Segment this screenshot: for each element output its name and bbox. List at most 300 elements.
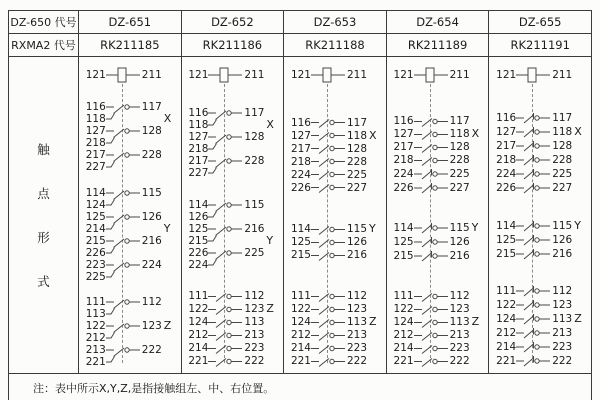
terminal-number: 212 (188, 329, 209, 342)
terminal-number: 111 (188, 290, 209, 303)
normally-open-contact-icon (414, 141, 448, 154)
group-position-mark: X (471, 127, 480, 141)
normally-open-contact-icon (311, 142, 345, 155)
diagram-cell (386, 57, 489, 374)
terminal-number: 127 (290, 129, 311, 142)
terminal-number: 113 (552, 312, 573, 325)
code-row-label: RXMA2 代号 (9, 34, 79, 57)
terminal-number: 217 (85, 149, 106, 162)
normally-open-contact-icon (208, 290, 242, 303)
normally-open-contact-icon (414, 115, 448, 128)
terminal-number: 127 (393, 128, 414, 141)
contact-group (492, 284, 588, 368)
terminal-number: 213 (552, 326, 573, 339)
normally-closed-contact-icon (516, 125, 550, 139)
contact-row (492, 125, 588, 139)
left-terminals (390, 128, 414, 141)
changeover-contact-icon (208, 223, 242, 247)
contact-row (287, 316, 383, 329)
model-header-cell: DZ-651 (79, 11, 182, 34)
coil-left-terminal (390, 62, 414, 88)
left-terminals (390, 290, 414, 303)
contact-group (492, 219, 588, 261)
code-row (9, 34, 592, 57)
normally-open-contact-icon (311, 155, 345, 168)
left-terminals (184, 107, 208, 131)
contact-row (492, 284, 588, 298)
terminal-number: 217 (393, 141, 414, 154)
terminal-number: 215 (393, 250, 414, 263)
contact-diagram-dz-651 (82, 62, 178, 368)
terminal-number: 225 (244, 246, 265, 259)
terminal-number: 226 (188, 246, 209, 259)
normally-closed-contact-icon (516, 284, 550, 298)
terminal-number: 217 (496, 140, 517, 153)
left-terminals (287, 236, 311, 249)
terminal-number: 218 (496, 154, 517, 167)
terminal-number: 218 (85, 137, 106, 150)
normally-open-contact-icon (311, 168, 345, 181)
normally-closed-contact-icon (516, 139, 550, 153)
terminal-number: 118 (346, 129, 368, 142)
terminal-number: 111 (393, 290, 414, 303)
left-terminals (287, 342, 311, 355)
terminal-number: 123 (449, 303, 470, 316)
terminal-number: 211 (346, 69, 368, 81)
coil-icon (414, 67, 448, 83)
left-terminals (390, 167, 414, 181)
contact-group (390, 221, 486, 263)
left-terminals (287, 316, 311, 329)
terminal-number: 126 (188, 210, 209, 223)
coil-icon (106, 67, 140, 83)
contact-group (184, 107, 280, 179)
left-terminals (184, 290, 208, 303)
terminal-number: 115 (346, 223, 368, 236)
left-terminals (287, 355, 311, 368)
left-terminals (492, 233, 516, 247)
contact-row (492, 326, 588, 340)
terminal-number: 223 (552, 340, 573, 353)
contact-row (390, 181, 486, 195)
normally-closed-contact-icon (516, 167, 550, 181)
terminal-number: 126 (141, 210, 162, 223)
normally-open-contact-icon (311, 342, 345, 355)
left-terminals (184, 199, 208, 223)
normally-open-contact-icon (414, 290, 448, 303)
terminal-number: 117 (141, 101, 162, 114)
contact-row (390, 115, 486, 128)
left-terminals (184, 316, 208, 329)
contact-row (492, 139, 588, 153)
contact-row (287, 142, 383, 155)
terminal-number: 211 (449, 69, 470, 81)
terminal-number: 116 (85, 101, 106, 114)
footnote: 注：表中所示X,Y,Z,是指接触组左、中、右位置。 (9, 374, 592, 400)
terminal-number: 127 (85, 125, 106, 138)
vertical-label-char: 触 (37, 142, 50, 157)
contact-group (184, 199, 280, 271)
contact-row (390, 342, 486, 355)
contact-row (287, 342, 383, 355)
terminal-number: 121 (496, 69, 517, 81)
left-terminals (184, 355, 208, 368)
normally-open-contact-icon (311, 290, 345, 303)
model-header-cell: DZ-654 (386, 11, 489, 34)
terminal-number: 214 (85, 222, 106, 235)
contact-row (390, 290, 486, 303)
normally-closed-contact-icon (516, 219, 550, 233)
left-terminals (287, 329, 311, 342)
left-terminals (390, 221, 414, 235)
terminal-number: 225 (552, 168, 573, 181)
terminal-number: 118 (552, 126, 573, 139)
terminal-number: 213 (244, 329, 265, 342)
contact-row (390, 128, 486, 141)
contact-diagram-dz-655 (492, 62, 588, 368)
contact-row (287, 129, 383, 142)
left-terminals (287, 116, 311, 129)
normally-closed-contact-icon (516, 326, 550, 340)
contact-row (287, 303, 383, 316)
group-position-mark: Z (574, 311, 582, 325)
terminal-number: 114 (393, 222, 414, 235)
left-terminals (492, 284, 516, 298)
code-header-cell: RK211189 (386, 34, 489, 57)
left-terminals (390, 249, 414, 263)
normally-open-contact-icon (414, 154, 448, 167)
terminal-number: 113 (449, 316, 470, 329)
model-header-cell: DZ-652 (181, 11, 284, 34)
terminal-number: 222 (449, 355, 470, 368)
contact-row (492, 111, 588, 125)
contact-row (184, 316, 280, 329)
terminal-number: 223 (346, 342, 368, 355)
contact-row (287, 223, 383, 236)
normally-open-contact-icon (414, 128, 448, 141)
left-terminals (82, 259, 106, 283)
terminal-number: 128 (449, 141, 470, 154)
terminal-number: 128 (244, 131, 265, 144)
terminal-number: 221 (85, 355, 106, 368)
terminal-number: 212 (393, 329, 414, 342)
normally-open-contact-icon (311, 236, 345, 249)
terminal-number: 223 (85, 258, 106, 271)
terminal-number: 225 (449, 167, 470, 180)
terminal-number: 221 (188, 355, 209, 368)
code-header-cell: RK211185 (79, 34, 182, 57)
terminal-number: 115 (244, 198, 265, 211)
terminal-number: 125 (393, 236, 414, 249)
diagram-row (9, 57, 592, 374)
contact-row (390, 154, 486, 167)
coil-icon (311, 67, 345, 83)
terminal-number: 128 (141, 125, 162, 138)
normally-open-contact-icon (311, 116, 345, 129)
contact-row (492, 167, 588, 181)
contact-row (492, 219, 588, 233)
contact-group (82, 296, 178, 368)
changeover-contact-icon (106, 149, 140, 173)
terminal-number: 218 (290, 155, 311, 168)
contact-row (82, 235, 178, 259)
contact-row (184, 223, 280, 247)
left-terminals (82, 344, 106, 368)
terminal-number: 216 (552, 247, 573, 260)
contact-row (82, 149, 178, 173)
group-position-mark: Z (266, 302, 274, 316)
left-terminals (492, 354, 516, 368)
contact-group (82, 187, 178, 283)
terminal-number: 222 (244, 355, 265, 368)
normally-open-contact-icon (208, 316, 242, 329)
left-terminals (492, 139, 516, 153)
model-row-label: DZ-650 代号 (9, 11, 79, 34)
normally-open-contact-icon (414, 303, 448, 316)
left-terminals (287, 168, 311, 181)
terminal-number: 212 (290, 329, 311, 342)
terminal-number: 124 (85, 198, 106, 211)
left-terminals (492, 247, 516, 261)
terminal-number: 227 (449, 181, 470, 194)
left-terminals (184, 131, 208, 155)
contact-row (287, 290, 383, 303)
terminal-number: 122 (290, 303, 311, 316)
left-terminals (390, 141, 414, 154)
diagram-cell (284, 57, 387, 374)
terminal-number: 228 (552, 154, 573, 167)
left-terminals (287, 249, 311, 262)
left-terminals (492, 326, 516, 340)
normally-open-contact-icon (311, 329, 345, 342)
left-terminals (82, 187, 106, 211)
changeover-contact-icon (106, 125, 140, 149)
normally-open-contact-icon (311, 303, 345, 316)
contact-row (287, 155, 383, 168)
coil-icon (516, 67, 550, 83)
terminal-number: 112 (244, 290, 265, 303)
contact-group (287, 116, 383, 194)
contact-row (82, 320, 178, 344)
terminal-number: 124 (290, 316, 311, 329)
coil-row (82, 62, 178, 88)
vertical-label-char: 式 (37, 274, 50, 289)
terminal-number: 122 (188, 303, 209, 316)
contact-row (390, 316, 486, 329)
changeover-contact-icon (106, 211, 140, 235)
group-position-mark: Y (368, 222, 376, 236)
left-terminals (82, 125, 106, 149)
changeover-contact-icon (106, 296, 140, 320)
contact-group (390, 290, 486, 368)
contact-row (82, 101, 178, 125)
terminal-number: 225 (85, 270, 106, 283)
changeover-contact-icon (106, 101, 140, 125)
terminal-number: 222 (141, 343, 162, 356)
normally-closed-contact-icon (516, 340, 550, 354)
left-terminals (184, 303, 208, 316)
normally-open-contact-icon (414, 342, 448, 355)
left-terminals (82, 235, 106, 259)
diagram-cell (181, 57, 284, 374)
terminal-number: 222 (552, 354, 573, 367)
changeover-contact-icon (208, 247, 242, 271)
code-header-cell: RK211191 (489, 34, 592, 57)
terminal-number: 216 (244, 222, 265, 235)
contact-row (287, 116, 383, 129)
terminal-number: 126 (346, 236, 368, 249)
contact-row (287, 249, 383, 262)
coil-row (287, 62, 383, 88)
left-terminals (287, 129, 311, 142)
code-header-cell: RK211188 (284, 34, 387, 57)
left-terminals (184, 329, 208, 342)
normally-open-contact-icon (208, 342, 242, 355)
terminal-number: 125 (188, 222, 209, 235)
normally-open-contact-icon (208, 303, 242, 316)
terminal-number: 211 (244, 69, 265, 81)
terminal-number: 116 (188, 107, 209, 120)
terminal-number: 218 (188, 143, 209, 156)
terminal-number: 223 (449, 342, 470, 355)
changeover-contact-icon (106, 235, 140, 259)
normally-open-contact-icon (208, 329, 242, 342)
normally-closed-contact-icon (516, 354, 550, 368)
vertical-label-char: 点 (37, 186, 50, 201)
normally-closed-contact-icon (414, 235, 448, 249)
terminal-number: 128 (346, 142, 368, 155)
contact-row (390, 329, 486, 342)
diagram-cell (489, 57, 592, 374)
terminal-number: 113 (85, 307, 106, 320)
contact-diagram-dz-653 (287, 62, 383, 368)
terminal-number: 122 (393, 303, 414, 316)
terminal-number: 128 (552, 140, 573, 153)
row-label-contact-form (9, 57, 79, 374)
contact-diagram-dz-654 (390, 62, 486, 368)
normally-open-contact-icon (311, 316, 345, 329)
group-position-mark: Z (471, 315, 480, 329)
terminal-number: 112 (552, 284, 573, 297)
normally-closed-contact-icon (516, 111, 550, 125)
left-terminals (184, 155, 208, 179)
left-terminals (390, 154, 414, 167)
contact-row (184, 303, 280, 316)
left-terminals (492, 111, 516, 125)
normally-closed-contact-icon (516, 312, 550, 326)
left-terminals (184, 342, 208, 355)
terminal-number: 226 (290, 181, 311, 194)
terminal-number: 121 (290, 69, 311, 81)
terminal-number: 212 (496, 326, 517, 339)
terminal-number: 117 (552, 112, 573, 125)
terminal-number: 116 (393, 115, 414, 128)
terminal-number: 228 (449, 154, 470, 167)
terminal-number: 127 (496, 126, 517, 139)
left-terminals (287, 303, 311, 316)
contact-group (287, 290, 383, 368)
terminal-number: 227 (188, 167, 209, 180)
terminal-number: 121 (85, 69, 106, 81)
changeover-contact-icon (106, 187, 140, 211)
contact-row (390, 221, 486, 235)
contact-group (82, 101, 178, 173)
terminal-number: 117 (449, 115, 470, 128)
terminal-number: 111 (85, 295, 106, 308)
terminal-number: 125 (290, 236, 311, 249)
terminal-number: 126 (552, 233, 573, 246)
contact-row (390, 249, 486, 263)
changeover-contact-icon (106, 344, 140, 368)
terminal-number: 123 (244, 303, 265, 316)
coil-row (390, 62, 486, 88)
terminal-number: 211 (141, 69, 162, 81)
model-row (9, 11, 592, 34)
contact-row (184, 329, 280, 342)
group-position-mark: X (368, 128, 377, 142)
coil-icon (208, 67, 242, 83)
terminal-number: 112 (141, 295, 162, 308)
terminal-number: 114 (188, 198, 209, 211)
terminal-number: 227 (552, 182, 573, 195)
terminal-number: 214 (496, 340, 517, 353)
normally-open-contact-icon (311, 223, 345, 236)
left-terminals (492, 298, 516, 312)
left-terminals (82, 211, 106, 235)
group-position-mark: Y (574, 218, 581, 232)
terminal-number: 224 (188, 258, 209, 271)
left-terminals (492, 181, 516, 195)
terminal-number: 118 (188, 119, 209, 132)
terminal-number: 121 (188, 69, 209, 81)
left-terminals (390, 316, 414, 329)
terminal-number: 211 (552, 69, 573, 81)
code-header-cell: RK211186 (181, 34, 284, 57)
normally-open-contact-icon (311, 249, 345, 262)
terminal-number: 215 (496, 247, 517, 260)
contact-row (287, 181, 383, 194)
contact-row (390, 235, 486, 249)
contact-row (287, 355, 383, 368)
terminal-number: 227 (85, 161, 106, 174)
contact-row (184, 131, 280, 155)
left-terminals (184, 247, 208, 271)
terminal-number: 123 (141, 319, 162, 332)
vertical-label-char: 形 (37, 230, 50, 245)
diagram-cell (79, 57, 182, 374)
coil-row (492, 62, 588, 88)
contact-row (287, 168, 383, 181)
left-terminals (390, 181, 414, 195)
contact-row (82, 296, 178, 320)
contact-row (492, 181, 588, 195)
terminal-number: 116 (290, 116, 311, 129)
contact-row (287, 329, 383, 342)
contact-row (492, 247, 588, 261)
terminal-number: 125 (496, 233, 517, 246)
group-position-mark: Y (163, 221, 171, 235)
terminal-number: 214 (188, 342, 209, 355)
normally-open-contact-icon (311, 129, 345, 142)
terminal-number: 114 (290, 223, 311, 236)
terminal-number: 114 (85, 186, 106, 199)
terminal-number: 212 (85, 331, 106, 344)
terminal-number: 124 (496, 312, 517, 325)
contact-form-vertical-label (9, 140, 78, 290)
left-terminals (390, 342, 414, 355)
contact-row (390, 141, 486, 154)
contact-group (184, 290, 280, 368)
